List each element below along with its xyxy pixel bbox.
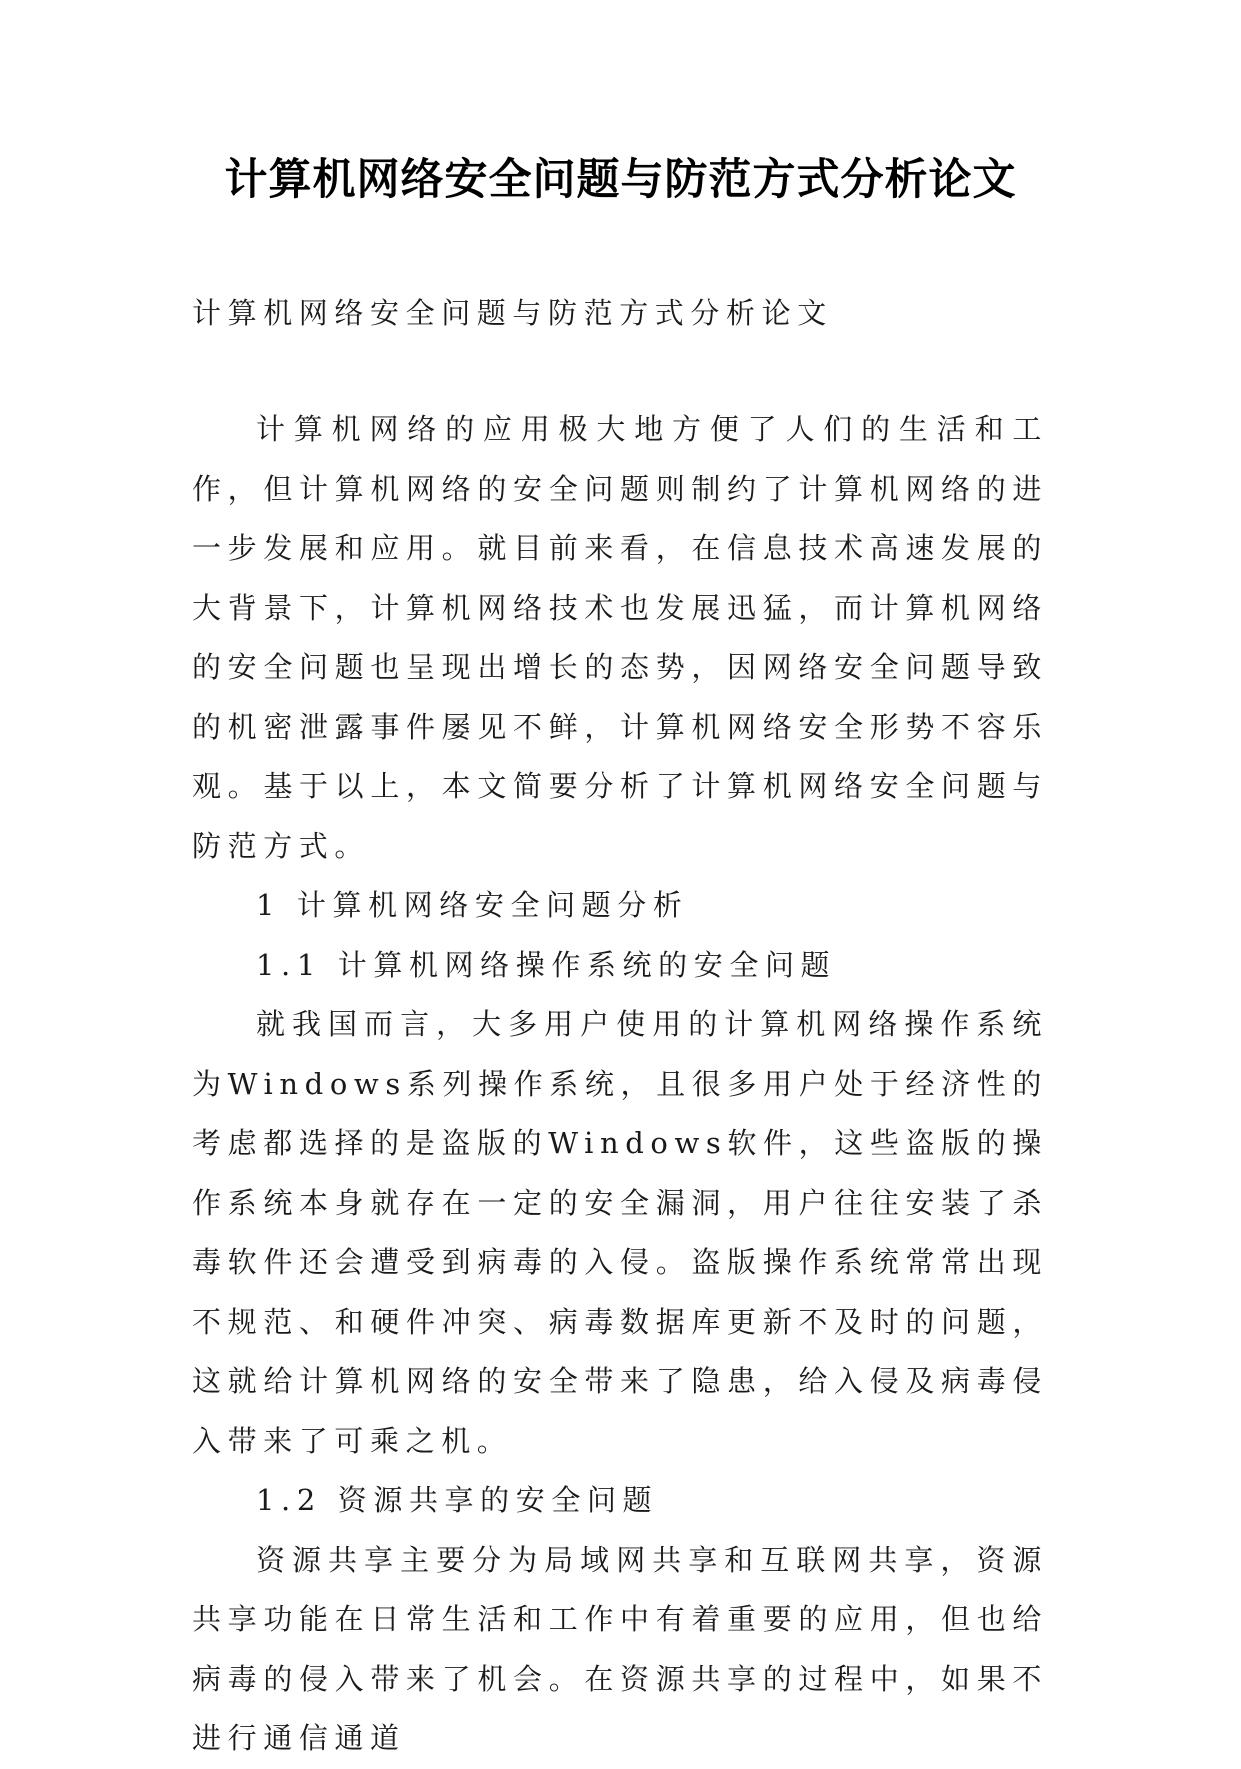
body-paragraph: 资源共享主要分为局域网共享和互联网共享，资源共享功能在日常生活和工作中有着重要的应用，但也给病毒的侵入带来了机会。在资源共享的过程中，如果不进行通信通道 xyxy=(192,1542,1048,1755)
document-body xyxy=(192,400,1048,1769)
body-paragraph: 计算机网络的应用极大地方便了人们的生活和工作，但计算机网络的安全问题则制约了计算机网络的进一步发展和应用。就目前来看，在信息技术高速发展的大背景下，计算机网络技术也发展迅猛，而计算机网络的安全问题也呈现出增长的态势，因网络安全问题导致的机密泄露事件屡见不鲜，计算机网络安全形势不容乐观。基于以上，本文简要分析了计算机网络安全问题与防范方式。 xyxy=(192,412,1048,863)
subsection-heading: 1.2 资源共享的安全问题 xyxy=(256,1483,659,1517)
section-heading: 1 计算机网络安全问题分析 xyxy=(256,888,689,922)
subsection-heading: 1.1 计算机网络操作系统的安全问题 xyxy=(256,947,837,982)
document-subtitle: 计算机网络安全问题与防范方式分析论文 xyxy=(192,296,833,330)
document-title: 计算机网络安全问题与防范方式分析论文 xyxy=(224,155,1017,205)
body-paragraph: 就我国而言，大多用户使用的计算机网络操作系统为Windows系列操作系统，且很多用户处于经济性的考虑都选择的是盗版的Windows软件，这些盗版的操作系统本身就存在一定的安全漏洞，用户往往安装了杀毒软件还会遭受到病毒的入侵。盗版操作系统常常出现不规范、和硬件冲突、病毒数据库更新不及时的问题，这就给计算机网络的安全带来了隐患，给入侵及病毒侵入带来了可乘之机。 xyxy=(192,1007,1048,1458)
